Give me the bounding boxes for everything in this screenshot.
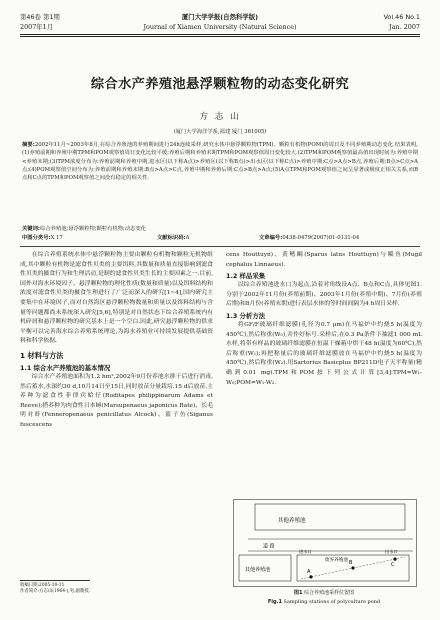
volume-cn: 第46卷 第1期 <box>20 13 60 21</box>
analysis-paragraph: 将GF/F玻璃纤维滤膜(孔径为0.7 μm)在马福炉中灼烧5 h(温度为450℃),然后称重(W₀),并作好标号.采样后,在0.3 Pa条件下抽滤1 000 mL水样,将带有样品的玻璃纤维滤膜在恒温干燥箱中烘干48 h(温度为60℃),然后称重(W₁);再把称量后的玻璃纤维滤膜放在马福炉中灼烧5 h(温度为450℃),然后称重(W₂).用Sartorius Basicplus BP211D电子天平称量(精确到0.01 mg).TPM和POM按下列公式计算[3,4]:TPM=W₁-W₀;POM=W₁-W₂. <box>226 321 422 386</box>
station-a-label: A <box>307 569 311 575</box>
footnote-rule <box>20 580 90 581</box>
clc-code <box>22 234 63 242</box>
station-a-marker <box>309 575 312 578</box>
intro-paragraph: 在综合养殖系统水体中悬浮颗粒物主要由颗粒有机物和颗粒无机物组成,其中颗粒有机物是滤食性贝类的主要饵料,其数量和质量直接影响到滤食性贝类的摄食行为和生理活动,是制约滤食性贝类生长的主要因素之一.目前,国外对海水环境因子、悬浮颗粒物的理化性质(数量和质量)以及饵料结构和浓度对滤食性贝类的摄食生理进行了广泛而深入的研究[1~4],国内研究主要集中在环境因子,而对自然海区悬浮颗粒物数量和质量以及饵料结构与含量等问题都尚未系统深入研究[5,6],特别是对自然状态下综合养殖系统内有机碎屑和悬浮颗粒物的研究基本上是一个空白.因此,研究悬浮颗粒物的供求平衡可以完善海水综合养殖系统理论,为海水养殖业可持续发展提供基础资料和科学依据. <box>20 252 213 345</box>
abstract <box>22 141 418 183</box>
clc-value: X 17 <box>50 235 63 241</box>
waste-pond-label: 废弃养殖池 <box>325 558 348 563</box>
keywords <box>22 225 418 233</box>
header-rule-bottom <box>20 36 420 37</box>
author-affiliation: (厦门大学海洋学系,福建 厦门 361005) <box>173 129 267 135</box>
outlet-label: 出水口 <box>385 549 398 554</box>
footnote <box>20 580 213 595</box>
sampling-paragraph: 以综合养殖池进水口为起点,沿着对角线设A点、B点和C点,具体见图1.分别于2002年11月份(养殖前期)、2003年1月份(养殖中期)、7月份(养殖后期)和8月份(养殖末期)进行表层水体的等时间间隔为4 h周日采样. <box>226 282 422 308</box>
station-c-marker <box>393 558 396 561</box>
abstract-label: 摘要: <box>22 142 35 148</box>
author-bio: 作者简介:方志山(1964-),男,副教授. <box>20 589 91 595</box>
section-heading-materials: 1 材料与方法 <box>20 350 64 360</box>
subsection-heading-analysis: 1.3 分析方法 <box>226 311 266 320</box>
document-code <box>157 234 190 242</box>
figure-frame <box>234 500 417 587</box>
abstract-divider <box>20 246 420 247</box>
other-ponds-left-label: 其他养殖池 <box>245 567 271 573</box>
sampling-map-diagram <box>233 499 417 587</box>
station-b-marker <box>351 566 354 569</box>
journal-name-en: Journal of Xiamen University (Natural Science) <box>143 23 297 31</box>
journal-name-cn: 厦门大学学报(自然科学版) <box>181 13 259 21</box>
station-b-label: B <box>349 560 353 566</box>
figure-caption-cn-label: 图1 <box>293 590 303 596</box>
pond-paragraph: 综合水产养殖池面积为1.2 hm²,2002年9月份养池水排干后进行消毒,然后蓄水,水深约30 d,10月14日至15日,同时放苗分量栽培.15 d后放苗.主养种为滤食性菲律宾蛤仔(Ruditapes philippinarum Adams et Reeve);搭养种为肉食性日本蟳(Marsupenaeus japonicus Bate)、长毛明对虾(Fenneropenaeus penicillatus Alcock)、篮子鱼(Siganus fuscescens <box>20 373 213 428</box>
subsection-heading-pond: 1.1 综合水产养殖池的基本情况 <box>20 363 111 372</box>
right-column <box>226 251 422 388</box>
keywords-text: 综合养殖池;悬浮颗粒物;颗粒有机物;动态变化 <box>40 226 147 232</box>
figure-caption-cn <box>226 590 422 598</box>
figure-caption-cn-text: 综合养殖池采样位置图 <box>304 590 355 596</box>
figure-caption-en-label: Fig.1 <box>267 599 282 605</box>
header-rule-top <box>20 34 420 35</box>
abstract-text: 2002年11月~2003年8月,在综合养殖池的养殖期间进行24h连续采样,研究水体中悬浮颗粒物(TPM)、颗粒有机物(POM)的周日及不同养殖期动态变化.结果表明,(1)养殖前期和养殖中期TPM和POM观察值周日变化比较平缓;养殖后期和养殖末期TPM和POM观察值周日变化较大.(2)TPM和POM观察值最高值出现时间为:养殖中期<养殖末期;(3)TPM浓度分布为:养殖前期和养殖中期,进水区(以下称A点)>养殖区(以下称B点)>出水区(以下称C点)>养殖中期;C点>A点>B点,养殖后期:B点>C点>A点;(4)POM观察值空间分布为:养殖前期和养殖末期:B点>A点>C点,养殖中期和养殖后期:C点>B点>A点;(5)A点TPM和POM观察值之间呈显著或极度正相关关系,而B点和C点的TPM和POM观察值之间没有稳定的相关性. <box>22 142 418 182</box>
inlet-label: 进水口 <box>299 549 312 554</box>
figure-caption-en-text: Sampling stations of polyculture pond <box>283 599 381 605</box>
figure-sampling-map <box>233 499 417 587</box>
article-number <box>259 234 360 242</box>
left-column <box>20 251 213 431</box>
classification-line <box>22 234 418 242</box>
received-date: 收稿日期:2005-10-11 <box>20 583 65 588</box>
outer-pond-region <box>255 504 405 530</box>
article-no-value: 0438-0479(2007)01-0131-04 <box>282 235 360 241</box>
station-c-label: C <box>391 562 395 568</box>
doc-code-value: A <box>185 235 190 241</box>
subsection-heading-sampling: 1.2 样品采集 <box>226 272 266 281</box>
keywords-label: 关键词: <box>22 226 41 232</box>
date-cn: 2007年1月 <box>20 23 54 31</box>
date-en: Jan. 2007 <box>389 23 420 31</box>
species-continuation: cens Houttuyn)、黄鳍鲷(Sparus latus Houttuyn)与鲻鱼(Mugil cephalus Linnaeus). <box>226 252 422 268</box>
article-title: 综合水产养殖池悬浮颗粒物的动态变化研究 <box>90 77 350 92</box>
article-no-label: 文章编号: <box>259 235 283 241</box>
doc-code-label: 文献标识码: <box>157 235 186 241</box>
clc-label: 中图分类号: <box>22 235 51 241</box>
other-ponds-top-label: 其他养殖池 <box>278 518 306 524</box>
volume-en: Vol.46 No.1 <box>383 13 420 21</box>
author-name: 方 志 山 <box>199 112 241 122</box>
road-label: 道 路 <box>263 543 275 550</box>
figure-caption-en <box>226 599 422 607</box>
